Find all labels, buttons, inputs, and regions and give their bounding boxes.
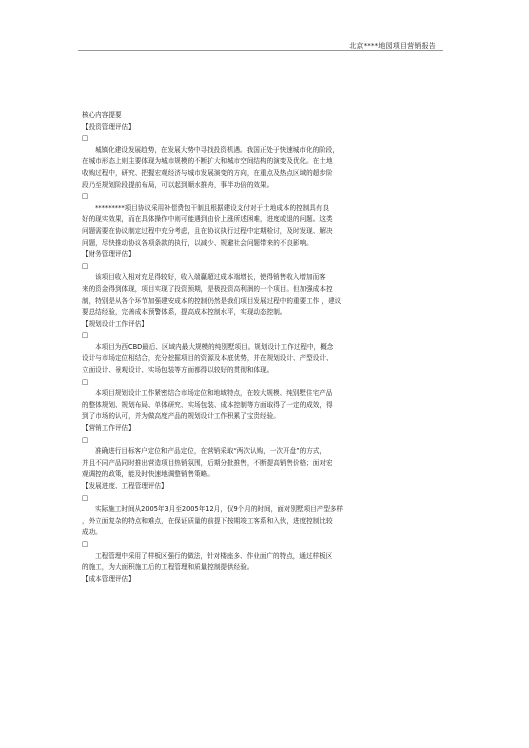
section-heading: 【成本管理评估】 (82, 574, 135, 583)
paragraph-line: 好的现实效果，而在具体操作中则可能遇到由价上涨所述困难，进度或退的问题。这类 (82, 215, 333, 224)
document-body (82, 110, 440, 585)
paragraph-line: 的施工，为大面积施工后的工程管理和质量控制提供经验。 (82, 563, 254, 572)
paragraph-line: 段乃至规划阶段提前布局，可以起到顺水推舟，事半功倍的效果。 (82, 180, 274, 189)
bullet-marker: □ (82, 134, 89, 143)
paragraph-line: 设计与市场定位相结合，充分挖掘项目的资源及本底优势，并在规划设计、产型设计、 (82, 354, 333, 363)
paragraph-line: ，外立面复杂的特点和难点，在保证质量的前提下按期竣工客系和入伙，进度控制比较 (82, 516, 333, 525)
paragraph-line: 并且不同产品同时推出营造项目热销氛围，后期分批推售，不断提高销售价格；面对宏 (82, 458, 333, 467)
paragraph-line: 制，特别是从各个环节加强建安成本的控制仍然是我们项目发展过程中的重要工作 ，建议 (82, 296, 342, 305)
paragraph-line: 立面设计、景观设计、实场包装等方面都得以较好的贯彻和体现。 (82, 366, 274, 375)
paragraph-line: *********项目协议采用补偿费包干制且根据建设支付对于土地成本的控制具有良 (95, 203, 330, 212)
paragraph-line: 准确进行目标客户定位和产品定位，在营销采取“两次认购，一次开盘”的方式， (95, 447, 327, 456)
paragraph-line: 成功。 (82, 528, 102, 537)
intro-title: 核心内容提要 (82, 111, 122, 119)
paragraph-line: 工程管理中采用了样板区强行的做法，针对楼座多、作业面广的特点，通过样板区 (95, 551, 333, 560)
paragraph-line: 本项目规划设计工作紧密结合市场定位和地域特点，在较大规模、纯别墅住宅产品 (95, 389, 333, 398)
bullet-marker: □ (82, 331, 89, 340)
paragraph-line: 要总结经验，完善成本预警体系，提高成本控制水平，实现动态控制。 (82, 308, 287, 317)
page-header: 北京****地园项目营销报告 (349, 42, 436, 50)
paragraph-line: 观调控的政策，能及时快速地调整销售策略。 (82, 470, 214, 479)
paragraph-line: 收购过程中，研究、把握宏观经济与城市发展演变的方向，在重点及热点区域的超步阶 (82, 168, 333, 177)
section-heading: 【投资管理评估】 (82, 122, 135, 131)
bullet-marker: □ (82, 377, 89, 386)
bullet-marker: □ (82, 539, 89, 548)
bullet-marker: □ (82, 435, 89, 444)
paragraph-line: 问题需要在协议制定过程中充分考虑，且在协议执行过程中定期检讨，及时发现、解决 (82, 226, 333, 235)
paragraph-line: 实际施工时间从2005年3月至2005年12月，仅9个月的时间，面对别墅项目产型多样 (95, 505, 344, 514)
section-heading: 【发展进度、工程管理评估】 (82, 482, 168, 490)
paragraph-line: 的整体规划、规划布局、单体研究、实场包装、成本控制等方面取得了一定的成效，得 (82, 400, 333, 409)
section-heading: 【财务管理评估】 (82, 250, 135, 259)
header-rule (78, 50, 443, 51)
bullet-marker: □ (82, 192, 89, 201)
paragraph-line: 该项目收入相对充足得较好，收入端赢超过成本端增长，使得销售收入增加而客 (95, 273, 326, 282)
paragraph-line: 到了市场的认可，并为做高度产品的规划设计工作积累了宝贵经验。 (82, 412, 280, 421)
bullet-marker: □ (82, 261, 89, 270)
bullet-marker: □ (82, 493, 89, 502)
paragraph-line: 问题，尽快推动协议各项条款的执行，以减少、规避社会问题带来的不良影响。 (82, 238, 313, 247)
paragraph-line: 城镇化建设发展趋势，在发展大势中寻找投资机遇。我国正处于快速城市化的阶段， (95, 145, 339, 154)
paragraph-line: 在城市形态上则主要体现为城市规模的不断扩大和城市空间结构的演变及优化。在土地 (82, 157, 333, 166)
section-heading: 【规划设计工作评估】 (82, 319, 148, 328)
paragraph-line: 来的资金得到体现，项目实现了投资预期，是极投资高利润的一个项目。但加强成本控 (82, 284, 333, 293)
paragraph-line: 本项目为西CBD最后、区域内最大规模的纯别墅项目。规划设计工作过程中，概念 (95, 342, 334, 351)
section-heading: 【营销工作评估】 (82, 424, 135, 433)
